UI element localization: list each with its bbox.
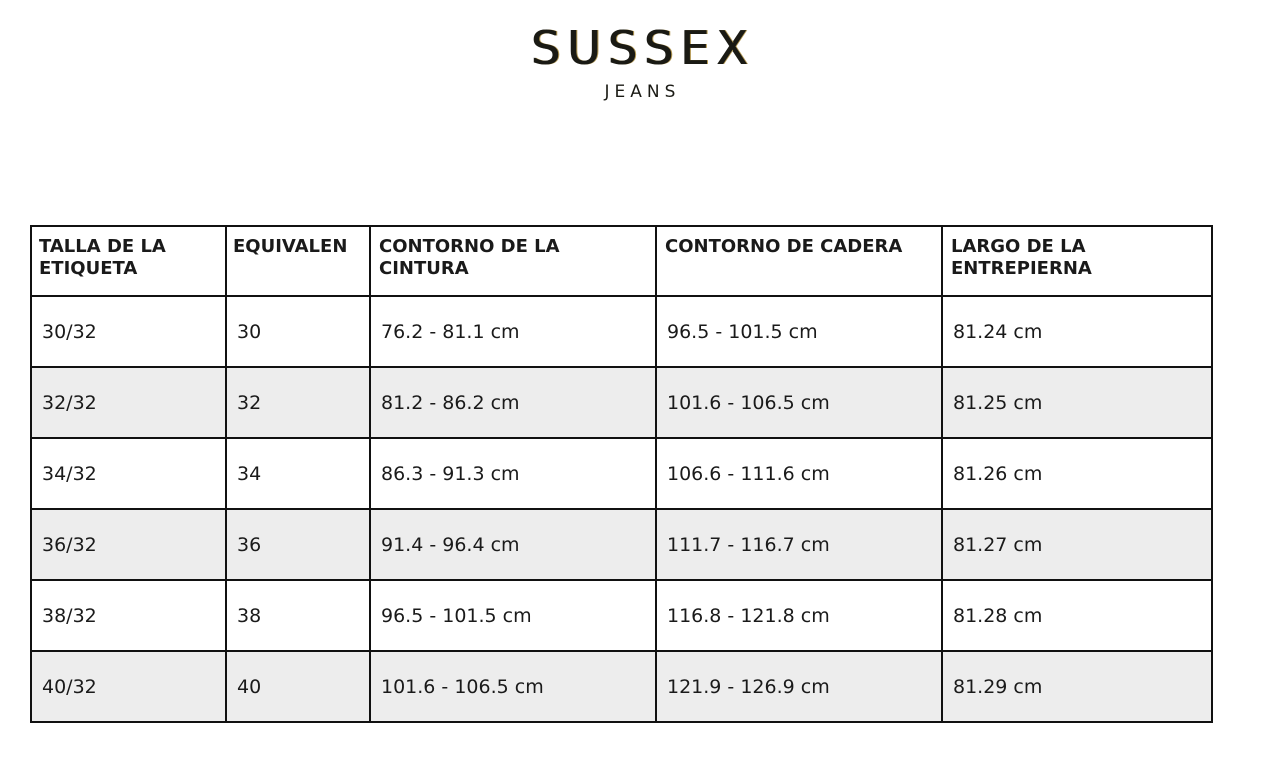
header-label-size: TALLA DE LA ETIQUETA bbox=[31, 226, 226, 296]
cell-label-size: 40/32 bbox=[31, 651, 226, 722]
cell-equivalent: 32 bbox=[226, 367, 370, 438]
table-row bbox=[31, 438, 1212, 509]
cell-hip: 101.6 - 106.5 cm bbox=[656, 367, 942, 438]
cell-equivalent: 30 bbox=[226, 296, 370, 367]
cell-equivalent: 38 bbox=[226, 580, 370, 651]
cell-hip: 106.6 - 111.6 cm bbox=[656, 438, 942, 509]
cell-waist: 101.6 - 106.5 cm bbox=[370, 651, 656, 722]
cell-equivalent: 36 bbox=[226, 509, 370, 580]
cell-label-size: 38/32 bbox=[31, 580, 226, 651]
cell-inseam: 81.26 cm bbox=[942, 438, 1212, 509]
cell-inseam: 81.24 cm bbox=[942, 296, 1212, 367]
table-row bbox=[31, 651, 1212, 722]
header-inseam: LARGO DE LA ENTREPIERNA bbox=[942, 226, 1212, 296]
table-row bbox=[31, 296, 1212, 367]
brand-subtitle: JEANS bbox=[604, 82, 681, 102]
table-row bbox=[31, 580, 1212, 651]
cell-hip: 116.8 - 121.8 cm bbox=[656, 580, 942, 651]
cell-waist: 76.2 - 81.1 cm bbox=[370, 296, 656, 367]
cell-equivalent: 40 bbox=[226, 651, 370, 722]
cell-waist: 91.4 - 96.4 cm bbox=[370, 509, 656, 580]
cell-hip: 111.7 - 116.7 cm bbox=[656, 509, 942, 580]
cell-waist: 96.5 - 101.5 cm bbox=[370, 580, 656, 651]
header-equivalent: EQUIVALEN bbox=[226, 226, 370, 296]
cell-inseam: 81.25 cm bbox=[942, 367, 1212, 438]
brand-name: SUSSEX bbox=[531, 21, 756, 75]
header-hip: CONTORNO DE CADERA bbox=[656, 226, 942, 296]
cell-equivalent: 34 bbox=[226, 438, 370, 509]
cell-inseam: 81.27 cm bbox=[942, 509, 1212, 580]
table-row bbox=[31, 509, 1212, 580]
cell-label-size: 30/32 bbox=[31, 296, 226, 367]
table-header-row bbox=[31, 226, 1212, 296]
header-waist: CONTORNO DE LA CINTURA bbox=[370, 226, 656, 296]
cell-waist: 86.3 - 91.3 cm bbox=[370, 438, 656, 509]
cell-label-size: 36/32 bbox=[31, 509, 226, 580]
cell-inseam: 81.29 cm bbox=[942, 651, 1212, 722]
cell-hip: 96.5 - 101.5 cm bbox=[656, 296, 942, 367]
cell-label-size: 32/32 bbox=[31, 367, 226, 438]
cell-hip: 121.9 - 126.9 cm bbox=[656, 651, 942, 722]
cell-inseam: 81.28 cm bbox=[942, 580, 1212, 651]
brand-logo bbox=[0, 22, 1280, 102]
cell-label-size: 34/32 bbox=[31, 438, 226, 509]
size-chart-table bbox=[30, 225, 1213, 723]
cell-waist: 81.2 - 86.2 cm bbox=[370, 367, 656, 438]
table-row bbox=[31, 367, 1212, 438]
